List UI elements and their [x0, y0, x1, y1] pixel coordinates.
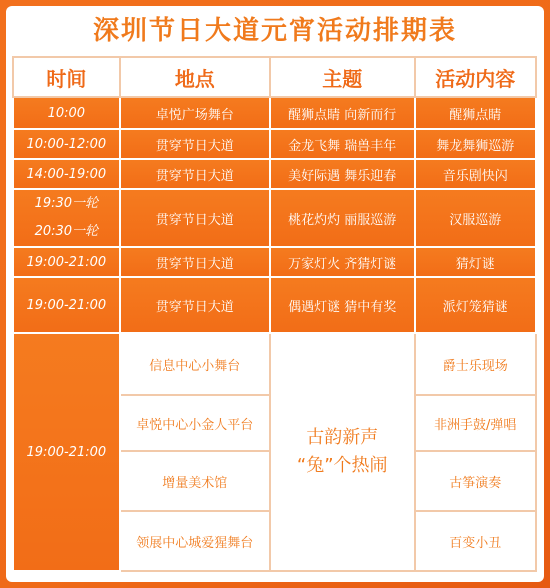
row-theme: 美好际遇 舞乐迎春: [270, 159, 415, 189]
final-time: 19:00-21:00: [13, 333, 120, 571]
row-theme: 桃花灼灼 丽服巡游: [270, 189, 415, 247]
final-place: 领展中心城爱猩舞台: [120, 511, 270, 571]
final-theme-line1: 古韵新声: [306, 427, 379, 448]
row-content: 猜灯谜: [415, 247, 537, 277]
table-row: [13, 277, 536, 333]
table-row: [13, 129, 536, 159]
row-content: 汉服巡游: [415, 189, 537, 247]
row-place: 贯穿节日大道: [120, 247, 270, 277]
final-content: 非洲手鼓/弹唱: [415, 395, 537, 451]
final-place: 增量美术馆: [120, 451, 270, 511]
header-content: 活动内容: [415, 57, 537, 97]
page-title: 深圳节日大道元宵活动排期表: [92, 16, 457, 46]
row-content: 舞龙舞狮巡游: [415, 129, 537, 159]
row-time: 10:00: [13, 97, 120, 129]
header-place: 地点: [120, 57, 270, 97]
row-time: 10:00-12:00: [13, 129, 120, 159]
final-content: 百变小丑: [415, 511, 537, 571]
final-theme-line2: “兔”个热闹: [296, 455, 388, 476]
row-time: [13, 189, 120, 247]
final-content: 古筝演奏: [415, 451, 537, 511]
row-place: 卓悦广场舞台: [120, 97, 270, 129]
table-row: [13, 189, 536, 247]
row-theme: 偶遇灯谜 猜中有奖: [270, 277, 415, 333]
table-header-row: [13, 57, 536, 97]
schedule-card: [6, 6, 544, 582]
table-row: [13, 159, 536, 189]
schedule-table: [12, 56, 537, 572]
table-row: [13, 97, 536, 129]
row-theme: 万家灯火 齐猜灯谜: [270, 247, 415, 277]
row-content: 音乐剧快闪: [415, 159, 537, 189]
row-theme: 金龙飞舞 瑞兽丰年: [270, 129, 415, 159]
final-place: 信息中心小舞台: [120, 333, 270, 395]
final-place: 卓悦中心小金人平台: [120, 395, 270, 451]
final-content: 爵士乐现场: [415, 333, 537, 395]
table-row: [13, 333, 536, 395]
header-time: 时间: [13, 57, 120, 97]
header-theme: 主题: [270, 57, 415, 97]
row-time: 14:00-19:00: [13, 159, 120, 189]
row-place: 贯穿节日大道: [120, 129, 270, 159]
row-place: 贯穿节日大道: [120, 189, 270, 247]
row-content: 醒狮点睛: [415, 97, 537, 129]
row-time-second: 20:30一轮: [34, 224, 99, 239]
table-row: [13, 247, 536, 277]
row-place: 贯穿节日大道: [120, 159, 270, 189]
row-theme: 醒狮点睛 向新而行: [270, 97, 415, 129]
row-place: 贯穿节日大道: [120, 277, 270, 333]
final-theme: [270, 333, 415, 571]
row-content: 派灯笼猜谜: [415, 277, 537, 333]
row-time: 19:00-21:00: [13, 247, 120, 277]
row-time-first: 19:30一轮: [34, 196, 99, 211]
row-time: 19:00-21:00: [13, 277, 120, 333]
